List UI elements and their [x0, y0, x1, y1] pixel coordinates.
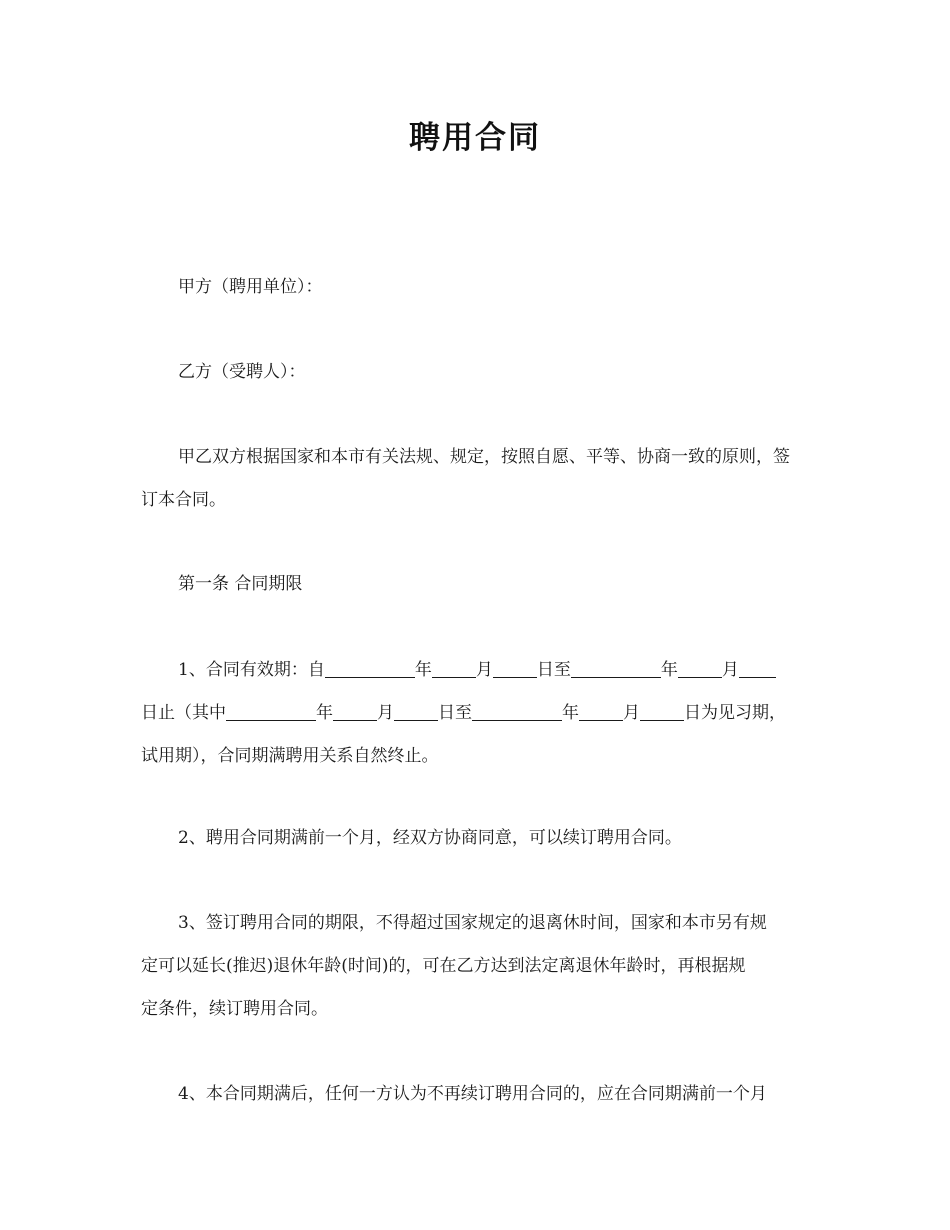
- probation-start-day-blank: [394, 700, 438, 721]
- year-label: 年: [414, 660, 432, 680]
- party-a-line: [141, 266, 821, 309]
- clause-1-prefix: 1、合同有效期：自: [178, 660, 325, 680]
- clause-3-line-1: 3、签订聘用合同的期限，不得超过国家规定的退离休时间，国家和本市另有规: [178, 913, 767, 933]
- month-label: 月: [623, 703, 640, 723]
- year-label: 年: [660, 660, 678, 680]
- document-title: 聘用合同: [409, 120, 541, 156]
- clause-2-paragraph: [141, 817, 821, 860]
- day-stop-label: 日止（其中: [141, 703, 226, 723]
- intro-line-2: 订本合同。: [141, 490, 226, 510]
- probation-start-month-blank: [333, 700, 377, 721]
- intro-paragraph: [141, 436, 821, 522]
- clause-4-line-1: 4、本合同期满后，任何一方认为不再续订聘用合同的，应在合同期满前一个月: [178, 1084, 767, 1104]
- clause-1-line-2: [141, 692, 821, 735]
- probation-end-day-blank: [640, 700, 684, 721]
- year-label: 年: [316, 703, 333, 723]
- start-day-blank: [493, 657, 537, 678]
- day-to-label: 日至: [438, 703, 472, 723]
- clause-1-paragraph: [141, 649, 821, 778]
- month-label: 月: [721, 660, 739, 680]
- party-a-label: 甲方（聘用单位）：: [178, 277, 323, 297]
- intro-line-1: 甲乙双方根据国家和本市有关法规、规定，按照自愿、平等、协商一致的原则，签: [178, 447, 790, 467]
- probation-end-label: 日为见习期，: [684, 703, 786, 723]
- party-b-label: 乙方（受聘人）：: [178, 362, 306, 382]
- probation-end-year-blank: [472, 700, 562, 721]
- article-1-heading: 第一条 合同期限: [178, 574, 303, 594]
- clause-3-line-3: 定条件，续订聘用合同。: [141, 999, 328, 1019]
- year-label: 年: [562, 703, 579, 723]
- start-year-blank: [325, 657, 415, 678]
- clause-4-paragraph: [141, 1073, 821, 1116]
- clause-1-line-1: [141, 649, 821, 692]
- probation-start-year-blank: [226, 700, 316, 721]
- end-month-blank: [678, 657, 722, 678]
- end-year-blank: [571, 657, 661, 678]
- start-month-blank: [432, 657, 476, 678]
- clause-3-line-2: 定可以延长(推迟)退休年龄(时间)的，可在乙方达到法定离退休年龄时，再根据规: [141, 956, 746, 976]
- day-to-label: 日至: [536, 660, 571, 680]
- clause-3-paragraph: [141, 902, 821, 1031]
- end-day-blank: [739, 657, 776, 678]
- clause-2-line-1: 2、聘用合同期满前一个月，经双方协商同意，可以续订聘用合同。: [178, 828, 682, 848]
- article-1-heading-line: [141, 563, 821, 606]
- clause-1-line-3: 试用期），合同期满聘用关系自然终止。: [141, 746, 439, 766]
- month-label: 月: [475, 660, 493, 680]
- party-b-line: [141, 351, 821, 394]
- month-label: 月: [377, 703, 394, 723]
- probation-end-month-blank: [579, 700, 623, 721]
